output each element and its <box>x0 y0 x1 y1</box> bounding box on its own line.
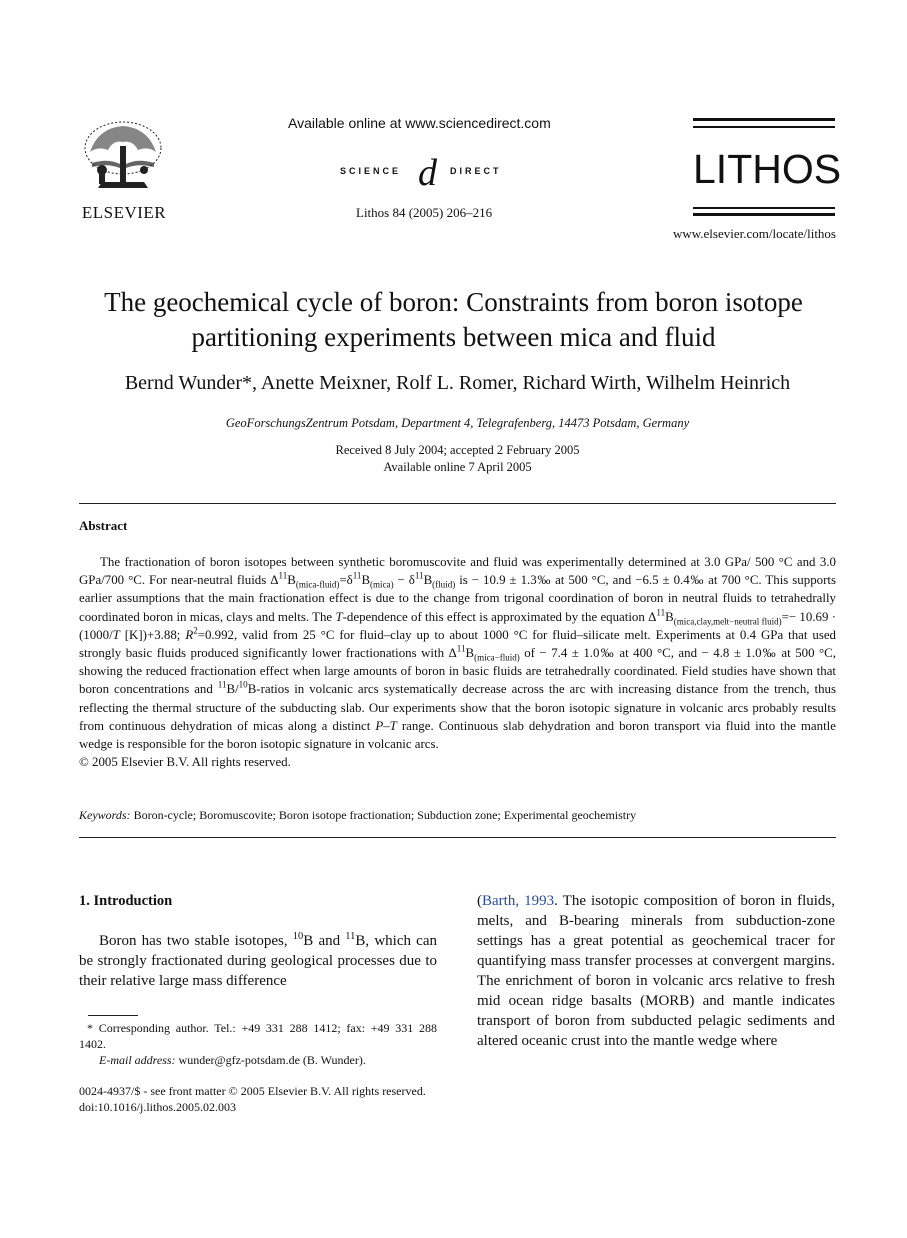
sciencedirect-logo <box>340 153 522 193</box>
email-address[interactable]: wunder@gfz-potsdam.de (B. Wunder). <box>178 1053 366 1067</box>
footnote <box>79 1020 437 1068</box>
available-online-text: Available online at www.sciencedirect.com <box>288 115 551 131</box>
sd-right-word: DIRECT <box>450 166 502 176</box>
keywords <box>79 808 836 823</box>
received-date: Received 8 July 2004; accepted 2 February 2005 <box>335 443 580 457</box>
journal-citation: Lithos 84 (2005) 206–216 <box>356 205 493 220</box>
corresponding-author: * Corresponding author. Tel.: +49 331 288 1412; fax: +49 331 288 1402. <box>79 1021 437 1051</box>
divider-top <box>79 503 836 504</box>
publisher-name: ELSEVIER <box>81 203 167 222</box>
page-footer <box>79 1083 426 1115</box>
footnote-rule <box>88 1015 138 1016</box>
author-list: Bernd Wunder*, Anette Meixner, Rolf L. Romer, Richard Wirth, Wilhelm Heinrich <box>124 372 791 394</box>
intro-right-text: . The isotopic composition of boron in fluids, melts, and B-bearing minerals from subduction-zone settings has a great potential as geochemical tracer for quantifying mass transfer processes at convergent margins. The enrichment of boron in volcanic arcs relative to fresh mid ocean ridge basalts (MORB) and mantle indicates transport of boron from subducted pelagic sediments and altered oceanic crust into the mantle wedge where <box>477 893 835 1049</box>
available-date: Available online 7 April 2005 <box>383 460 532 474</box>
title-line-2: partitioning experiments between mica and fluid <box>191 322 716 352</box>
abstract-body: The fractionation of boron isotopes between synthetic boromuscovite and fluid was experimentally determined at 3.0 GPa/ 500 °C and 3.0 GPa/700 °C. For near-neutral fluids $\Delta^{11}B_{(mica-fluid)}=\delta^{11}B_{(mica)} - \delta^{11}B_{(fluid)}$ is − 10.9 ± 1.3‰ at 500 °C, and −6.5 ± 0.4‰ at 700 °C. This supports earlier assumptions that the main fractionation effect is due to the change from trigonal coordination of boron in neutral fluids to tetrahedrally coordinated boron in micas, clays and melts. The T-dependence of this effect is approximated by the equation $\Delta^{11}B_{(mica,clay,melt-neutral fluid)}=- 10.69 \cdot (1000/T$ [K])+3.88; $R^2=0.992$, valid from 25 °C for fluid–clay up to about 1000 °C for fluid–silicate melt. Experiments at 0.4 GPa that used strongly basic fluids produced significantly lower fractionations with $\Delta^{11}B_{(mica-fluid)}$ of − 7.4 ± 1.0‰ at 400 °C, and − 4.8 ± 1.0‰ at 500 °C, showing the reduced fractionation effect when large amounts of boron in basic fluids are tetrahedrally coordinated. Field studies have shown that boron concentrations and $^{11}$B/$^{10}$B-ratios in volcanic arcs systematically decrease across the arc with increasing distance from the trench, thus reflecting the thermal structure of the subducting slab. Our experiments show that the boron isotopic signature in volcanic arcs probably results from continuous dehydration of micas along a distinct P–T range. Continuous slab dehydration and boron transport via fluid into the mantle wedge is responsible for the boron isotopic signature in volcanic arcs. © 2005 Elsevier B.V. All rights reserved. <box>79 553 836 771</box>
sd-at-icon: d <box>418 152 437 194</box>
keywords-list: Boron-cycle; Boromuscovite; Boron isotope fractionation; Subduction zone; Experimental geochemistry <box>133 808 637 822</box>
sd-left-word: SCIENCE <box>340 166 402 176</box>
email-label: E-mail address: <box>99 1053 176 1067</box>
title-line-1: The geochemical cycle of boron: Constraints from boron isotope <box>104 287 803 317</box>
intro-left-column: Boron has two stable isotopes, $^{10}$B and $^{11}$B, which can be strongly fractionated during geological processes due to their relative large mass difference <box>79 931 437 989</box>
doi-line: doi:10.1016/j.lithos.2005.02.003 <box>79 1100 237 1114</box>
citation-link[interactable]: Barth, 1993 <box>482 893 555 909</box>
affiliation: GeoForschungsZentrum Potsdam, Department 4, Telegrafenberg, 14473 Potsdam, Germany <box>225 416 690 430</box>
journal-name: LITHOS <box>693 146 842 192</box>
journal-url[interactable]: www.elsevier.com/locate/lithos <box>672 226 836 241</box>
intro-right-column: (Barth, 1993. The isotopic composition of boron in fluids, melts, and B-bearing minerals from subduction-zone settings has a great potential as geochemical tracer for quantifying mass transfer processes at convergent margins. The enrichment of boron in volcanic arcs relative to fresh mid ocean ridge basalts (MORB) and mantle indicates transport of boron from subducted pelagic sediments and altered oceanic crust into the mantle wedge where <box>477 893 835 1049</box>
abstract-copyright: © 2005 Elsevier B.V. All rights reserved. <box>79 755 291 770</box>
section-heading: 1. Introduction <box>79 893 173 909</box>
issn-line: 0024-4937/$ - see front matter © 2005 Elsevier B.V. All rights reserved. <box>79 1084 426 1098</box>
abstract-heading: Abstract <box>79 518 128 533</box>
elsevier-tree-icon <box>78 118 168 196</box>
article-dates <box>60 442 855 476</box>
elsevier-logo <box>78 118 170 222</box>
divider-bottom <box>79 837 836 838</box>
article-title <box>60 285 847 355</box>
keywords-label: Keywords: <box>79 808 131 822</box>
journal-logo <box>693 118 842 218</box>
